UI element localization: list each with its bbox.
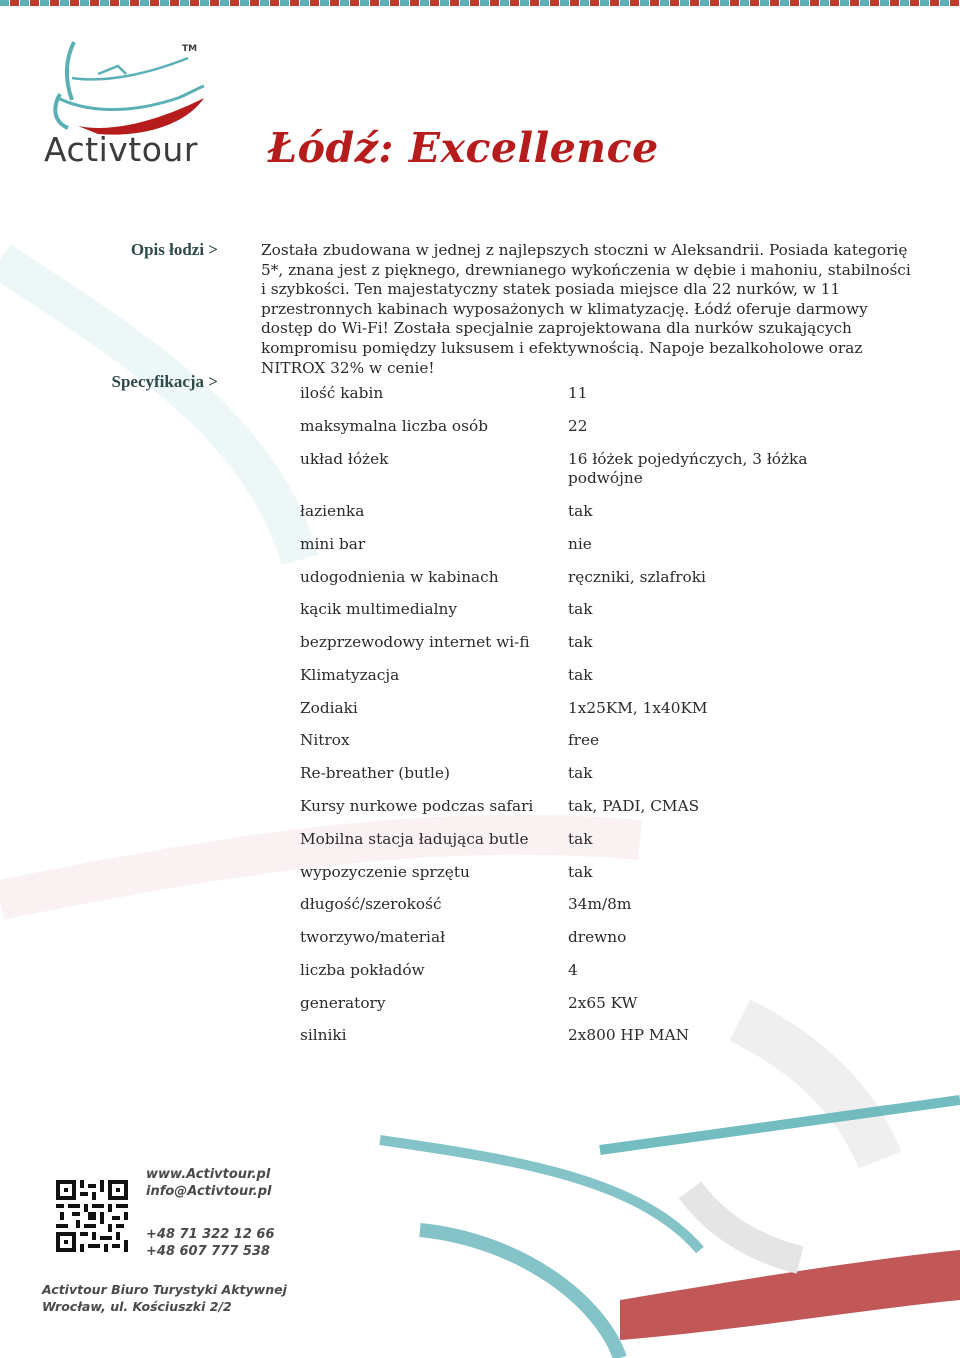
email-link[interactable]: info@Activtour.pl <box>146 1184 272 1199</box>
spec-key: generatory <box>300 993 386 1012</box>
spec-value: tak <box>568 665 593 684</box>
spec-value: 2x800 HP MAN <box>568 1026 690 1045</box>
spec-value: tak <box>568 829 593 848</box>
spec-key: bezprzewodowy internet wi-fi <box>300 633 530 652</box>
spec-value: 11 <box>568 384 588 402</box>
spec-row <box>300 731 860 751</box>
footer-contact-web <box>146 1166 271 1200</box>
spec-value: 2x65 KW <box>568 993 638 1012</box>
spec-row <box>300 502 860 522</box>
spec-row <box>300 384 860 404</box>
spec-value: tak <box>568 501 593 520</box>
specification-table <box>300 384 860 1059</box>
spec-value: tak <box>568 862 593 881</box>
spec-value: free <box>568 731 600 750</box>
spec-row <box>300 600 860 620</box>
spec-key: długość/szerokość <box>300 895 442 914</box>
logo-wordmark: Activtour <box>44 130 198 169</box>
description-section-label: Opis łodzi > <box>130 240 218 259</box>
spec-row <box>300 633 860 653</box>
spec-key: maksymalna liczba osób <box>300 416 488 435</box>
spec-key: Zodiaki <box>300 698 358 717</box>
spec-value: ręczniki, szlafroki <box>568 567 706 586</box>
spec-row <box>300 535 860 555</box>
spec-row <box>300 417 860 437</box>
spec-value: 34m/8m <box>568 895 632 914</box>
spec-key: Re-breather (butle) <box>300 764 450 783</box>
spec-value: 16 łóżek pojedyńczych, 3 łóżka podwójne <box>568 449 808 488</box>
spec-key: ilość kabin <box>300 384 384 402</box>
company-address: Wrocław, ul. Kościuszki 2/2 <box>42 1299 232 1314</box>
spec-row <box>300 764 860 784</box>
spec-row <box>300 928 860 948</box>
company-name: Activtour Biuro Turystyki Aktywnej <box>42 1282 287 1297</box>
spec-key: tworzywo/materiał <box>300 928 446 947</box>
spec-row <box>300 863 860 883</box>
spec-key: liczba pokładów <box>300 960 425 979</box>
specification-section-label: Specyfikacja > <box>111 372 218 391</box>
spec-key: Nitrox <box>300 731 350 750</box>
footer-contact-phones <box>146 1226 275 1260</box>
spec-row <box>300 961 860 981</box>
top-decorative-bar <box>0 0 960 8</box>
spec-row <box>300 450 860 489</box>
website-link[interactable]: www.Activtour.pl <box>146 1167 271 1182</box>
trademark-mark: TM <box>182 44 198 54</box>
spec-value: 22 <box>568 416 588 435</box>
spec-key: Klimatyzacja <box>300 665 400 684</box>
phone-number-2: +48 607 777 538 <box>146 1244 270 1259</box>
spec-row <box>300 830 860 850</box>
spec-value: tak <box>568 633 593 652</box>
spec-key: mini bar <box>300 534 366 553</box>
spec-row <box>300 568 860 588</box>
spec-key: udogodnienia w kabinach <box>300 567 499 586</box>
spec-row <box>300 895 860 915</box>
spec-value: tak <box>568 600 593 619</box>
page-title: Łódź: Excellence <box>268 124 659 172</box>
spec-value: drewno <box>568 928 627 947</box>
spec-key: Kursy nurkowe podczas safari <box>300 796 534 815</box>
footer-company-info <box>42 1281 287 1315</box>
spec-value: nie <box>568 534 592 553</box>
spec-value: tak, PADI, CMAS <box>568 796 700 815</box>
spec-row <box>300 1026 860 1046</box>
boat-description-text: Została zbudowana w jednej z najlepszych stoczni w Aleksandrii. Posiada kategorię 5*, znana jest z pięknego, drewnianego wykończenia w dębie i mahoniu, stabilności i szybkości. Ten majestatyczny statek posiada miejsce dla 22 nurków, w 11 przestronnych kabinach wyposażonych w klimatyzację. Łódź oferuje darmowy dostęp do Wi-Fi! Została specjalnie zaprojektowana dla nurków szukających kompromisu pomiędzy luksusem i efektywnością. Napoje bezalkoholowe oraz NITROX 32% w cenie! <box>261 241 911 377</box>
spec-row <box>300 666 860 686</box>
spec-key: Mobilna stacja ładująca butle <box>300 829 529 848</box>
spec-key: układ łóżek <box>300 449 389 468</box>
spec-row <box>300 994 860 1014</box>
spec-row <box>300 797 860 817</box>
spec-key: łazienka <box>300 501 365 520</box>
spec-value: 1x25KM, 1x40KM <box>568 698 708 717</box>
spec-key: wypozyczenie sprzętu <box>300 862 470 881</box>
spec-value: 4 <box>568 960 578 979</box>
qr-code-icon <box>56 1180 128 1252</box>
spec-row <box>300 699 860 719</box>
spec-key: silniki <box>300 1026 347 1045</box>
phone-number-1: +48 71 322 12 66 <box>146 1227 275 1242</box>
spec-key: kącik multimedialny <box>300 600 458 619</box>
spec-value: tak <box>568 764 593 783</box>
